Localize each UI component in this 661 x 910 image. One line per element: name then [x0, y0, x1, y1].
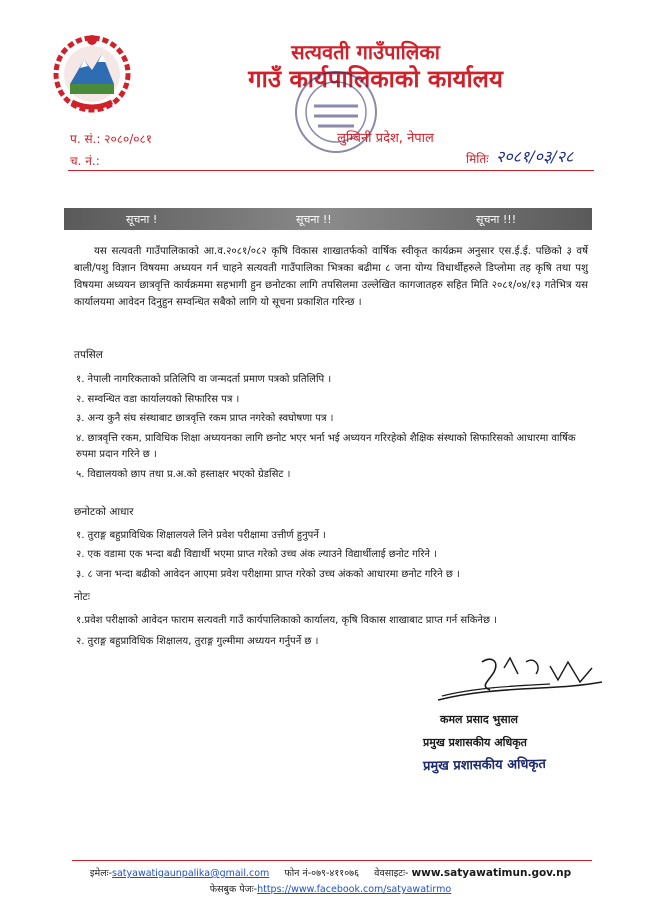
note-item: २. तुराङ्ग बहुप्राविधिक शिक्षालय, तुराङ्ग गुल्मीमा अध्ययन गर्नुपर्ने छ । — [76, 636, 319, 647]
municipality-name: सत्यवती गाउँपालिका — [291, 40, 440, 64]
tapsil-item: ५. विद्यालयको छाप तथा प्र.अ.को हस्ताक्षर भएको ग्रेडसिट । — [76, 469, 291, 480]
signer-name: कमल प्रसाद भुसाल — [440, 713, 519, 726]
website-link[interactable]: www.satyawatimun.gov.np — [411, 867, 572, 879]
email-link[interactable]: satyawatigaunpalika@gmail.com — [112, 868, 270, 879]
tapsil-item: १. नेपाली नागरिकताको प्रतिलिपि वा जन्मदर्ता प्रमाण पत्रको प्रतिलिपि । — [76, 374, 332, 385]
province-line: लुम्बिनी प्रदेश, नेपाल — [337, 131, 434, 146]
tapsil-item: ४. छात्रवृत्ति रकम, प्राविधिक शिक्षा अध्ययनका लागि छनोट भएर भर्ना भई अध्ययन गरिरहेको शैक्षिक संस्थाको सिफारिसको आधारमा वार्षिक रुपमा प्रदान गरिने छ । — [76, 433, 576, 460]
tapsil-item: ३. अन्य कुनै संघ संस्थाबाट छात्रवृत्ति रकम प्राप्त नगरेको स्वघोषणा पत्र । — [76, 413, 334, 424]
email-label: इमेलः- — [89, 868, 112, 879]
note-item: १.प्रवेश परीक्षाको आवेदन फाराम सत्यवती गाउँ कार्यपालिकाको कार्यालय, कृषि विकास शाखाबाट प्राप्त गर्न सकिनेछ । — [76, 615, 497, 626]
tapsil-item: २. सम्वन्धित वडा कार्यालयको सिफारिस पत्र । — [76, 394, 240, 405]
handwritten-date: २०८१/०३/२८ — [496, 147, 574, 166]
banner-notice-1: सूचना ! — [126, 213, 158, 226]
reference-number: प. सं.: २०८०/०८१ — [70, 132, 152, 146]
dispatch-number: च. नं.: — [70, 154, 100, 168]
selection-heading: छनोटको आधार — [74, 506, 134, 518]
footer-contact-line — [0, 866, 661, 879]
facebook-link[interactable]: https://www.facebook.com/satyawatirmo — [257, 884, 452, 895]
date-label: मितिः — [466, 152, 489, 166]
banner-notice-2: सूचना !! — [296, 213, 332, 226]
selection-item: ३. ८ जना भन्दा बढीको आवेदन आएमा प्रवेश परीक्षामा प्राप्त गरेको उच्च अंकको आधारमा छनोट गरिने छ । — [76, 569, 460, 580]
selection-item: १. तुराङ्ग बहुप्राविधिक शिक्षालयले लिने प्रवेश परीक्षामा उत्तीर्ण हुनुपर्ने । — [76, 530, 326, 541]
note-heading: नोटः — [74, 591, 90, 603]
phone-number: फोन नं-०७९-४११०७६ — [284, 868, 360, 879]
tapsil-heading: तपसिल — [74, 349, 103, 361]
office-name: गाउँ कार्यपालिकाको कार्यालय — [248, 65, 503, 93]
header-divider — [68, 170, 594, 171]
footer-divider — [72, 860, 592, 861]
website-label: वेवसाइटः- — [374, 868, 409, 879]
facebook-label: फेसबुक पेजः- — [209, 884, 258, 895]
notice-banner — [64, 208, 592, 230]
selection-item: २. एक वडामा एक भन्दा बढी विद्यार्थी भएमा प्राप्त गरेको उच्च अंक ल्याउने विद्यार्थीलाई छनोट गरिने । — [76, 549, 437, 560]
notice-paragraph: यस सत्यवती गाउँपालिकाको आ.व.२०८१/०८२ कृषि विकास शाखातर्फको वार्षिक स्वीकृत कार्यक्रम अनुसार एस.ई.ई. पछिको ३ वर्षे बाली/पशु विज्ञान विषयमा अध्ययन गर्न चाहने सत्यवती गाउँपालिका भित्रका बढीमा ८ जना योग्य विधार्थीहरुले डिप्लोमा तह कृषि तथा पशु विषयमा अध्ययन छात्रवृत्ति कार्यक्रममा सहभागी हुन छनोटका लागि तपसिलमा उल्लेखित कागजातहरु सहित मिति २०८१/०४/१३ गतेभित्र यस कार्यालयमा आवेदन दिनुहुन सम्वन्धित सबैको लागि यो सूचना प्रकाशित गरिन्छ । — [74, 246, 588, 308]
footer-facebook-line — [0, 882, 661, 895]
handwritten-signature — [430, 652, 610, 712]
signer-title-stamp: प्रमुख प्रशासकीय अधिकृत — [422, 756, 546, 775]
banner-notice-3: सूचना !!! — [476, 213, 517, 226]
signer-title: प्रमुख प्रशासकीय अधिकृत — [423, 736, 527, 749]
